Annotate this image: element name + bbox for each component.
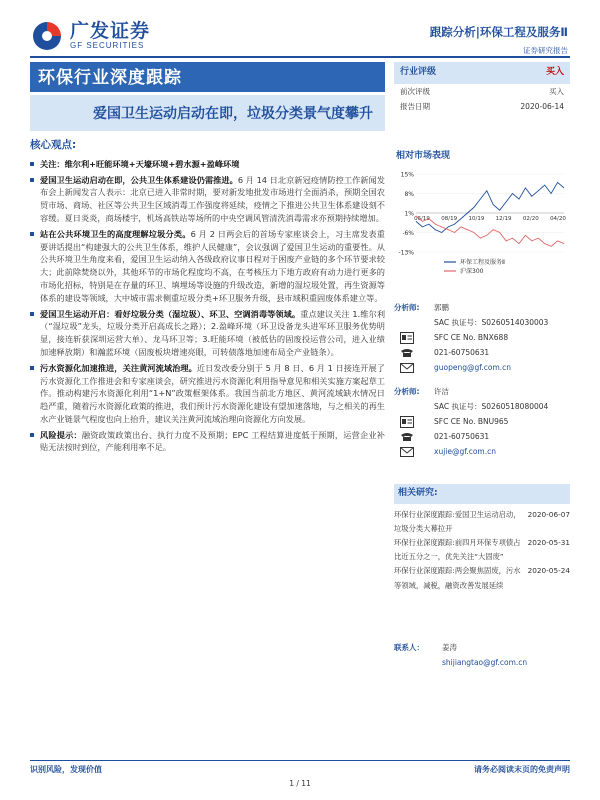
analyst-phone: 021-60750631	[434, 347, 490, 357]
bullet-text: 重点建议关注 1.维尔利（“湿垃圾”龙头，垃圾分类开启高成长之路）；2.盈峰环境（环卫设备龙头进军环卫服务优势明显，接连斩获深圳运营大单）、龙马环卫等；3.旺能环境（被低估的固废投运营公司，进入业绩加速释放期）和瀚蓝环境（固废板块增速亮眼，可转债落地加速布局全产业链条）。	[40, 308, 386, 357]
analyst-label: 分析师:	[394, 386, 420, 396]
bullet-bold: 爱国卫生运动启动在即，公共卫生体系建设仍需推进。	[40, 174, 238, 185]
analyst-email[interactable]: guopeng@gf.com.cn	[434, 362, 512, 372]
phone-icon	[394, 432, 434, 442]
analyst-name: 许洁	[434, 386, 449, 396]
previous-rating-label: 前次评级	[400, 86, 430, 96]
analyst-sfc: SFC CE No. BNU965	[434, 416, 509, 426]
y-tick-label: 15%	[400, 171, 414, 178]
report-subtitle: 爱国卫生运动启动在即，垃圾分类景气度攀升	[30, 95, 385, 131]
analyst-sfc: SFC CE No. BNX688	[434, 332, 509, 342]
bullet-item	[30, 308, 385, 359]
bullet-text: 6 月 2 日两会后的首场专家座谈会上，习主席发表重要讲话提出“构建强大的公共卫生体系，维护人民健康”，会议强调了爱国卫生运动的重要性。从公共环境卫生角度来看，爱国卫生运动纳入各级政府议事日程对于困废产业链的多个环节要求较大；此前除焚烧以外，其他环节的市场化程度均不高，在考核压力下地方政府有动力进行更多的市场化招标，特别是在存量的环卫、填埋场等设施的升级改造，新增的湿垃圾处置，再生资源等体系的建设等领域，大中城市需求侧重垃圾分类+环卫服务升级，县市域积重固废体系建立等。	[40, 228, 385, 303]
analyst-sac: SAC 执证号：S0260518080004	[434, 401, 549, 411]
analyst-email[interactable]: xujie@gf.com.cn	[434, 446, 496, 456]
legend-label: 沪深300	[460, 267, 484, 275]
y-tick-label: -13%	[398, 249, 414, 256]
footer-disclaimer: 请务必阅读末页的免责声明	[474, 765, 570, 774]
id-card-icon	[394, 332, 434, 344]
related-research-text: 环保行业深度跟踪:爱国卫生运动启动，垃圾分类大幕拉开	[394, 509, 521, 533]
email-icon	[394, 447, 434, 457]
company-logo	[30, 20, 150, 52]
bullet-item	[30, 228, 385, 305]
contact-email[interactable]: shijiangtao@gf.com.cn	[442, 657, 528, 667]
x-tick-label: 02/20	[522, 215, 539, 222]
related-research-date: 2020-05-31	[527, 537, 570, 547]
analyst-name: 郭鹏	[434, 302, 449, 312]
logo-text-en: GF SECURITIES	[70, 41, 145, 50]
related-research-item[interactable]	[394, 564, 570, 592]
previous-rating-row	[394, 84, 570, 99]
bullet-bold: 站在公共环境卫生的高度理解垃圾分类。	[40, 228, 191, 239]
related-research-date: 2020-05-24	[527, 566, 570, 576]
analyst-sac: SAC 执证号：S0260514030003	[434, 317, 549, 327]
bullet-bold: 爱国卫生运动开启：看好垃圾分类（湿垃圾）、环卫、空调消毒等领域。	[40, 308, 301, 319]
bullet-text: 融资政策政策出台、执行力度不及预期；EPC 工程结算进度低于预期，运营企业补贴无法按时到位，产能利用率不足。	[40, 429, 385, 453]
contact-name: 姜涛	[442, 642, 457, 652]
analyst-label: 分析师:	[394, 302, 420, 312]
bullet-item	[30, 158, 385, 171]
core-views-title: 核心观点:	[30, 139, 77, 151]
analyst-card	[394, 384, 570, 459]
page-header	[0, 0, 600, 62]
contact-person	[394, 640, 570, 670]
related-research-text: 环保行业深度跟踪:两会聚焦固废，污水等领域，减税，融资改善发展延续	[394, 566, 521, 590]
logo-mark-icon	[30, 20, 64, 52]
x-tick-label: 06/19	[414, 215, 430, 222]
related-research	[394, 484, 570, 593]
rating-value: 买入	[545, 67, 564, 77]
x-tick-label: 04/20	[550, 215, 566, 222]
analyst-phone: 021-60750631	[434, 431, 490, 441]
report-title: 环保行业深度跟踪	[30, 62, 385, 92]
related-research-item[interactable]	[394, 536, 570, 564]
header-divider	[30, 56, 570, 58]
legend-label: 环保工程及服务Ⅱ	[460, 258, 505, 266]
rating-label: 行业评级	[400, 67, 437, 77]
chart-svg	[394, 164, 570, 282]
related-research-text: 环保行业深度跟踪:前四月环保专项债占比近五分之一，优先关注“大固废”	[394, 537, 521, 562]
bullet-text: 近日发改委分别于 5 月 8 日、6 月 1 日接连开展了污水资源化工作推进会和专家座谈会，研究推进污水资源化利用指导意见和相关实施方案起草工作。推动构建污水资源化利用“1+N”政策框架体系。我国当前北方地区、黄河流域缺水情况日趋严重，随着污水资源化政策的推进，我们预计污水资源化建设有望加速落地，与之相关的再生水产业链景气程度也向上抬升，建议关注黄河流域治理向资源化方向发展。	[40, 362, 385, 424]
page-number: 1 / 11	[289, 779, 311, 788]
phone-icon	[394, 348, 434, 358]
x-tick-label: 08/19	[441, 215, 458, 222]
related-research-item[interactable]	[394, 508, 570, 536]
rating-panel	[394, 62, 570, 114]
bullet-item	[30, 362, 385, 426]
y-tick-label: -6%	[402, 229, 414, 237]
rating-header	[394, 62, 570, 84]
footer-slogan: 识别风险，发现价值	[30, 765, 102, 774]
email-icon	[394, 363, 434, 373]
relative-performance-chart	[394, 150, 570, 285]
bullet-bold: 污水资源化加速推进，关注黄河流域治理。	[40, 362, 197, 373]
report-date-value: 2020-06-14	[520, 101, 564, 111]
x-tick-label: 10/19	[468, 215, 485, 222]
id-card-icon	[394, 416, 434, 428]
report-date-row	[394, 99, 570, 114]
related-research-title: 相关研究:	[394, 484, 570, 504]
previous-rating-value: 买入	[549, 86, 564, 96]
chart-title: 相对市场表现	[396, 151, 451, 161]
x-tick-label: 12/19	[495, 215, 512, 222]
report-type: 跟踪分析|环保工程及服务Ⅱ	[429, 25, 568, 39]
logo-text-cn: 广发证券	[70, 20, 151, 42]
report-date-label: 报告日期	[400, 101, 430, 111]
bullet-bold: 关注：维尔利+旺能环境+天壕环境+碧水源+盈峰环境	[40, 158, 240, 169]
y-tick-label: 1%	[404, 210, 414, 217]
related-research-date: 2020-06-07	[527, 509, 570, 519]
footer-divider	[30, 760, 570, 761]
bullet-item	[30, 174, 385, 225]
bullet-item	[30, 429, 385, 455]
core-views	[30, 138, 385, 457]
contact-label: 联系人：	[394, 642, 424, 652]
bullet-text: 6 月 14 日北京新冠疫情防控工作新闻发布会上新闻发言人表示：北京已进入非常时期，要对新发地批发市场进行全面消杀，预期全国农贸市场、商场、社区等公共卫生区域消毒工作强度将延续，疫情之下推进公共卫生体系建设刻不容缓。夏日炎炎，商场楼宇，机场高铁站等场所的中央空调风管清洗消毒需求亦预期持续增加。	[40, 174, 385, 223]
analyst-card	[394, 300, 570, 375]
y-tick-label: 8%	[404, 190, 414, 198]
bullet-bold: 风险提示：	[40, 429, 82, 440]
report-label: 证券研究报告	[523, 46, 568, 56]
